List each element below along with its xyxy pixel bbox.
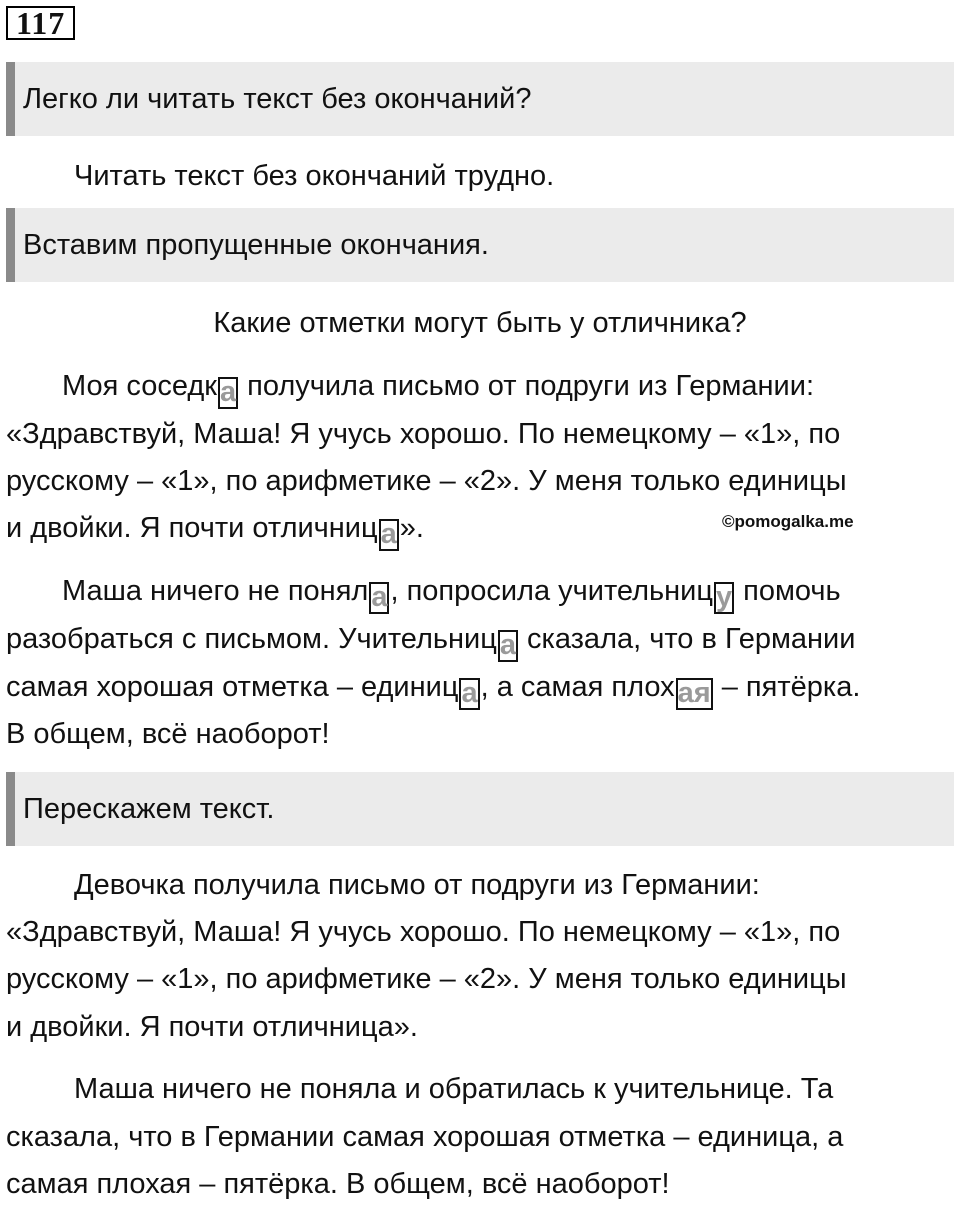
inserted-ending: а (380, 518, 397, 550)
story-p2-line1: Маша ничего не понял а , попросила учительниц у помочь (62, 575, 841, 613)
section-header-question-text: Легко ли читать текст без окончаний? (23, 82, 532, 115)
section-header-insert-endings (6, 208, 954, 282)
story-p1-line1: Моя соседк а получила письмо от подруги из Германии: (62, 370, 814, 408)
section-header-insert-endings-text: Вставим пропущенные окончания. (23, 228, 489, 261)
retell-p1-line4: и двойки. Я почти отличница». (6, 1011, 418, 1043)
exercise-number: 117 (6, 6, 75, 40)
watermark: ©pomogalka.me (722, 512, 854, 531)
story-p1-line4: и двойки. Я почти отличниц а ». (6, 512, 424, 550)
inserted-ending: а (461, 677, 478, 709)
retell-p2-line1: Маша ничего не поняла и обратилась к учительнице. Та (74, 1073, 834, 1105)
section-header-question (6, 62, 954, 136)
story-p1-line3: русскому – «1», по арифметике – «2». У меня только единицы (6, 465, 847, 497)
inserted-ending: а (499, 629, 516, 661)
section-header-retell-text: Перескажем текст. (23, 792, 275, 825)
retell-p2-line3: самая плохая – пятёрка. В общем, всё наоборот! (6, 1168, 670, 1200)
retell-p1-line2: «Здравствуй, Маша! Я учусь хорошо. По немецкому – «1», по (6, 916, 841, 948)
story-p2-line3: самая хорошая отметка – единиц а , а самая плох ая – пятёрка. (6, 671, 861, 709)
inserted-ending: у (715, 581, 733, 613)
retell-p1-line3: русскому – «1», по арифметике – «2». У меня только единицы (6, 963, 847, 995)
inserted-ending: а (371, 581, 388, 613)
retell-p2-line2: сказала, что в Германии самая хорошая отметка – единица, а (6, 1121, 844, 1153)
story-title: Какие отметки могут быть у отличника? (213, 307, 747, 339)
inserted-ending: ая (677, 677, 711, 709)
retell-p1-line1: Девочка получила письмо от подруги из Германии: (74, 869, 760, 901)
inserted-ending: а (219, 376, 237, 408)
section-header-retell (6, 772, 954, 846)
story-p2-line4: В общем, всё наоборот! (6, 718, 330, 750)
story-p2-line2: разобраться с письмом. Учительниц а сказала, что в Германии (6, 623, 856, 661)
story-p1-line2: «Здравствуй, Маша! Я учусь хорошо. По немецкому – «1», по (6, 418, 841, 450)
answer-text: Читать текст без окончаний трудно. (74, 160, 555, 192)
